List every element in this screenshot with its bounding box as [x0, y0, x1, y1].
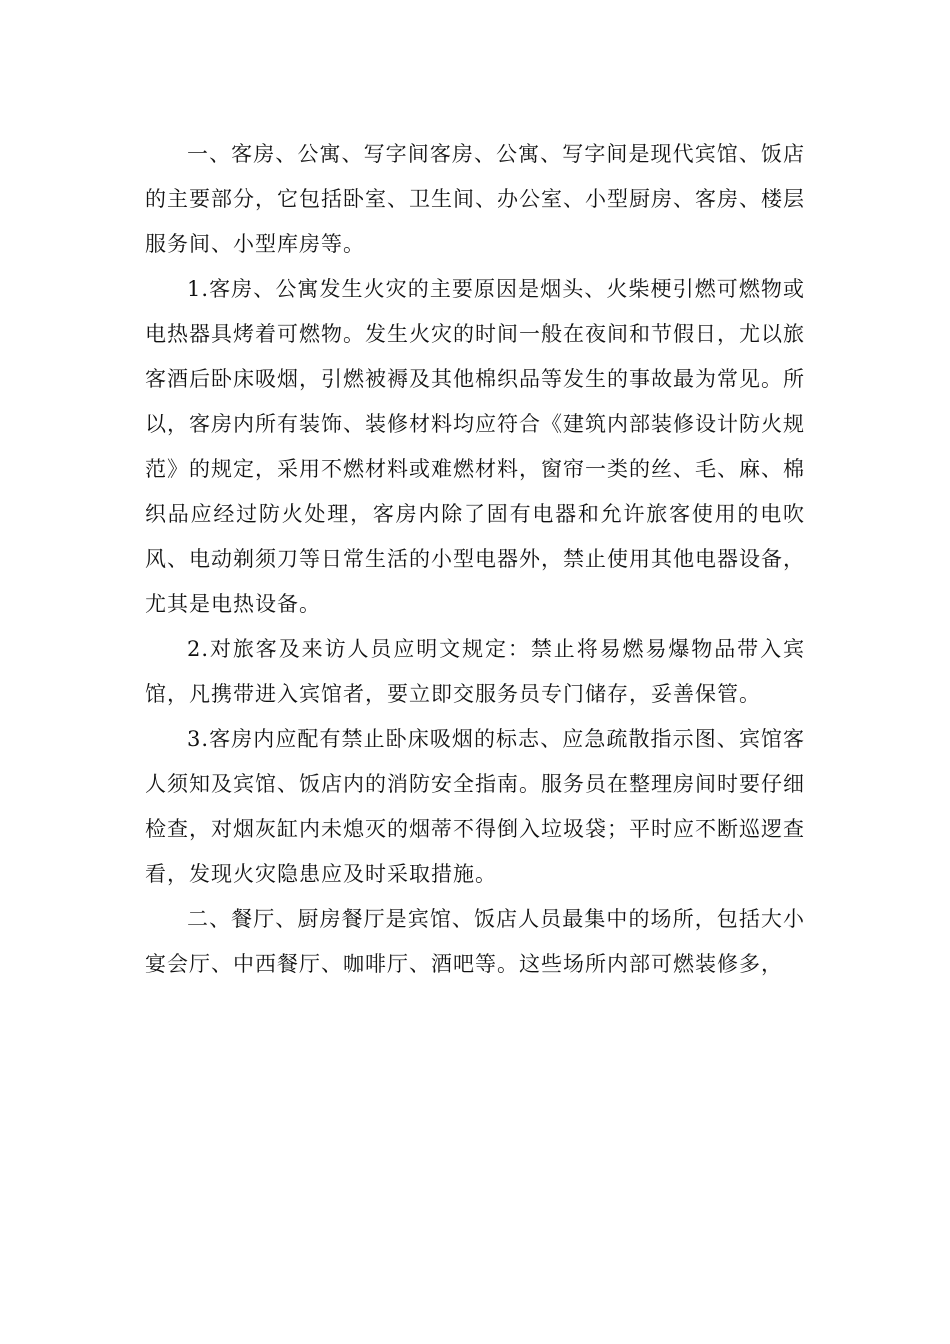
paragraph-fire-causes: 1.客房、公寓发生火灾的主要原因是烟头、火柴梗引燃可燃物或电热器具烤着可燃物。发生火灾的时间一般在夜间和节假日，尤以旅客酒后卧床吸烟，引燃被褥及其他棉织品等发生的事故最为常见。所以，客房内所有装饰、装修材料均应符合《建筑内部装修设计防火规范》的规定，采用不燃材料或难燃材料，窗帘一类的丝、毛、麻、棉织品应经过防火处理，客房内除了固有电器和允许旅客使用的电吹风、电动剃须刀等日常生活的小型电器外，禁止使用其他电器设备，尤其是电热设备。	[145, 277, 805, 616]
paragraph-room-signage: 3.客房内应配有禁止卧床吸烟的标志、应急疏散指示图、宾馆客人须知及宾馆、饭店内的消防安全指南。服务员在整理房间时要仔细检查，对烟灰缸内未熄灭的烟蒂不得倒入垃圾袋；平时应不断巡逻查看，发现火灾隐患应及时采取措施。	[145, 727, 805, 886]
paragraph-guest-rules: 2.对旅客及来访人员应明文规定：禁止将易燃易爆物品带入宾馆，凡携带进入宾馆者，要立即交服务员专门储存，妥善保管。	[145, 637, 805, 706]
document-body	[145, 132, 805, 987]
paragraph-rooms-intro: 一、客房、公寓、写字间客房、公寓、写字间是现代宾馆、饭店的主要部分，它包括卧室、卫生间、办公室、小型厨房、客房、楼层服务间、小型库房等。	[145, 142, 805, 256]
paragraph-dining-intro: 二、餐厅、厨房餐厅是宾馆、饭店人员最集中的场所，包括大小宴会厅、中西餐厅、咖啡厅、酒吧等。这些场所内部可燃装修多，	[145, 907, 805, 976]
